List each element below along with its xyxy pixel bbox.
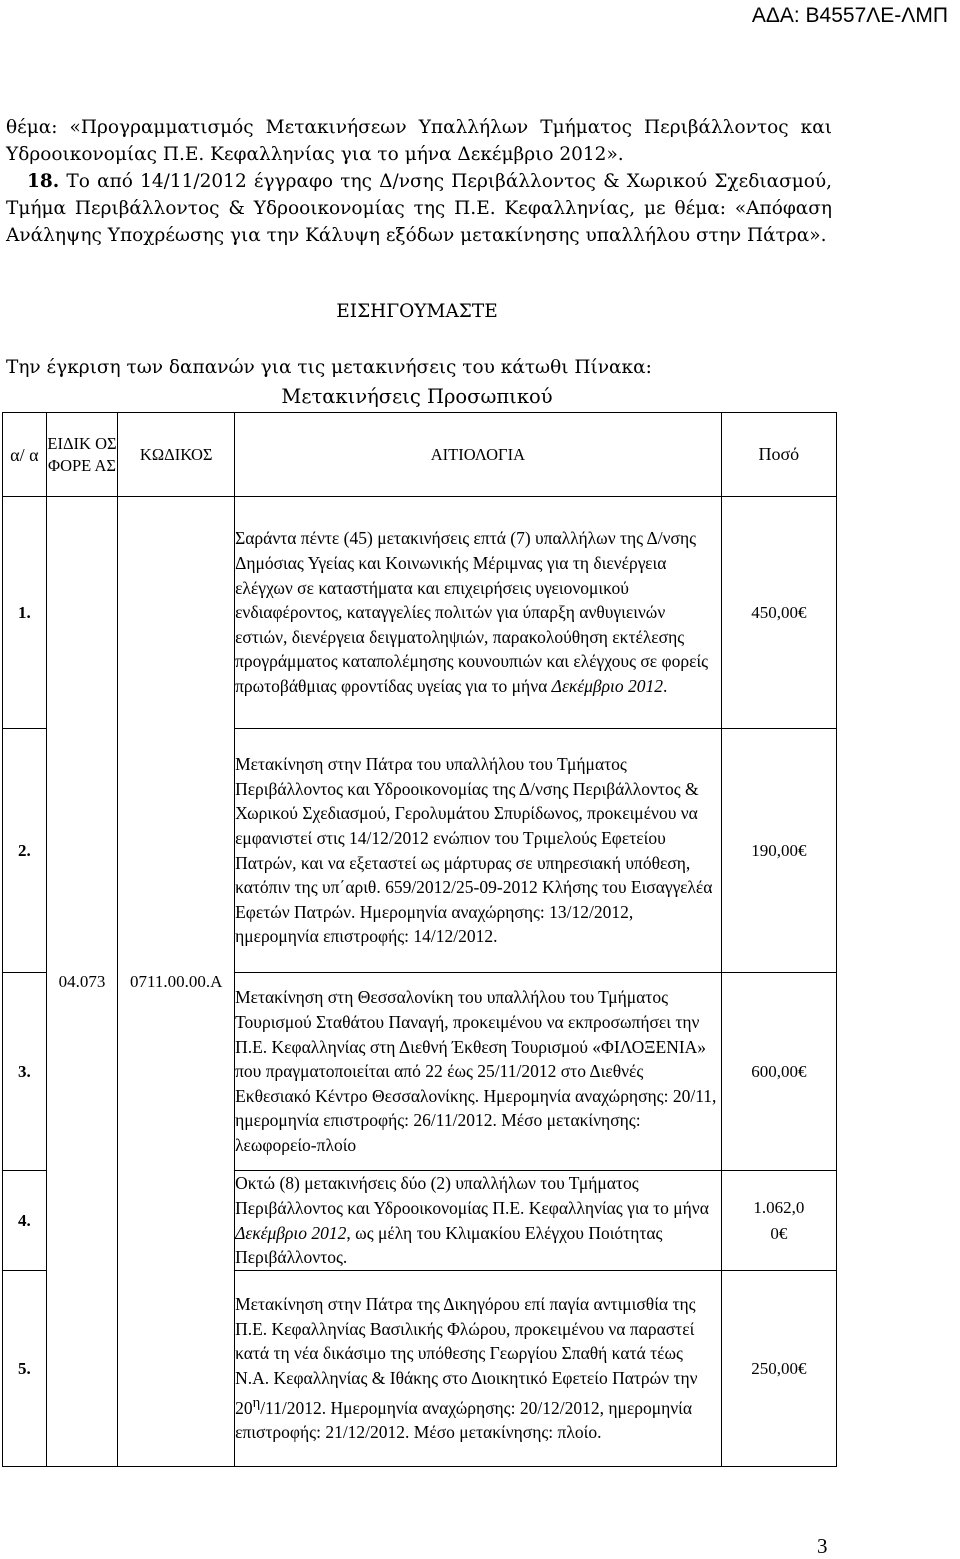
description-text: Σαράντα πέντε (45) μετακινήσεις επτά (7) υπαλλήλων της Δ/νσης Δημόσιας Υγείας και Κοινωνικής Μέριμνας για τη διενέργεια ελέγχων σε καταστήματα και επιχειρήσεις υγειονομικού ενδιαφέροντος, καταγγελίες πολιτών για ύπαρξη ανθυγιεινών εστιών, διενέργεια δειγματοληψιών, παρακολούθηση εκτέλεσης προγράμματος καταπολέμησης κουνουπιών και ελέγχους σε φορείς πρωτοβάθμιας φροντίδας υγείας για το μήνα (235, 528, 709, 696)
description-cell: Μετακίνηση στην Πάτρα του υπαλλήλου του Τμήματος Περιβάλλοντος και Υδροοικονομίας της Δ/νσης Περιβάλλοντος & Χωρικού Σχεδιασμού, Γερολυμάτου Σπυρίδωνος, προκειμένου να εμφανιστεί στις 14/12/2012 ενώπιον του Τριμελούς Εφετείου Πατρών, και να εξεταστεί ως μάρτυρας σε υπηρεσιακή υπόθεση, κατόπιν της υπ΄αριθ. 659/2012/25-09-2012 Κλήσης του Εισαγγελέα Εφετών Πατρών. Ημερομηνία αναχώρησης: 13/12/2012, ημερομηνία επιστροφής: 14/12/2012. (235, 729, 722, 973)
row-number: 4. (3, 1171, 47, 1271)
superscript: η (252, 1394, 261, 1411)
amount-line-1: 1.062,0 (753, 1197, 805, 1217)
header-eidikos-foreas: ΕΙΔΙΚ ΟΣ ΦΟΡΕ ΑΣ (46, 413, 118, 497)
amount-cell (721, 1171, 836, 1271)
header-aitiologia: ΑΙΤΙΟΛΟΓΙΑ (235, 413, 722, 497)
page-number: 3 (817, 1534, 828, 1558)
recommendation-heading: ΕΙΣΗΓΟΥΜΑΣΤΕ (336, 301, 498, 322)
description-cell (235, 1171, 722, 1271)
item-number: 18. (27, 171, 60, 192)
table-caption: Μετακινήσεις Προσωπικού (281, 385, 553, 408)
intro-item-18 (6, 168, 832, 249)
row-number: 3. (3, 973, 47, 1171)
row-number: 2. (3, 729, 47, 973)
description-text-end: . (663, 675, 668, 696)
amount-line-2: 0€ (770, 1223, 788, 1243)
description-text-end: /11/2012. Ημερομηνία αναχώρησης: 20/12/2012, ημερομηνία επιστροφής: 21/12/2012. Μέσο μετακίνησης: πλοίο. (235, 1397, 693, 1443)
description-cell: Μετακίνηση στη Θεσσαλονίκη του υπαλλήλου του Τμήματος Τουρισμού Σταθάτου Παναγή, προκειμένου να εκπροσωπήσει την Π.Ε. Κεφαλληνίας στη Διεθνή Έκθεση Τουρισμού «ΦΙΛΟΞΕΝΙΑ» που πραγματοποιείται από 22 έως 25/11/2012 στο Διεθνές Εκθεσιακό Κέντρο Θεσσαλονίκης. Ημερομηνία αναχώρησης: 20/11, ημερομηνία επιστροφής: 26/11/2012. Μέσο μετακίνησης: λεωφορείο-πλοίο (235, 973, 722, 1171)
intro-subject-line: θέμα: «Προγραμματισμός Μετακινήσεων Υπαλλήλων Τμήματος Περιβάλλοντος και Υδροοικονομίας Π.Ε. Κεφαλληνίας για το μήνα Δεκέμβριο 2012». (6, 117, 832, 165)
eidikos-foreas-cell: 04.073 (46, 497, 118, 1467)
row-number: 5. (3, 1271, 47, 1467)
ada-code: ΑΔΑ: Β4557ΛΕ-ΛΜΠ (751, 4, 948, 27)
table-row (3, 497, 837, 729)
amount-cell: 190,00€ (721, 729, 836, 973)
description-italic: Δεκέμβριο 2012 (551, 675, 664, 696)
description-cell (235, 497, 722, 729)
description-cell (235, 1271, 722, 1467)
travel-table (2, 412, 837, 1467)
header-kodikos: ΚΩΔΙΚΟΣ (118, 413, 235, 497)
kodikos-cell: 0711.00.00.Α (118, 497, 235, 1467)
description-text-end: , ως μέλη του Κλιμακίου Ελέγχου Ποιότητας Περιβάλλοντος. (235, 1222, 663, 1268)
amount-cell: 600,00€ (721, 973, 836, 1171)
header-poso: Ποσό (721, 413, 836, 497)
description-text: Οκτώ (8) μετακινήσεις δύο (2) υπαλλήλων του Τμήματος Περιβάλλοντος και Υδροοικονομίας Π.Ε. Κεφαλληνίας για το μήνα (235, 1173, 709, 1218)
amount-cell: 450,00€ (721, 497, 836, 729)
description-text: Μετακίνηση στην Πάτρα της Δικηγόρου επί παγία αντιμισθία της Π.Ε. Κεφαλληνίας Βασιλικής Φλώρου, προκειμένου να παραστεί κατά τη νέα δικάσιμο της υπόθεσης Γεωργίου Σπαθή κατά τέως Ν.Α. Κεφαλληνίας & Ιθάκης στο Διοικητικό Εφετείο Πατρών την 20 (235, 1294, 698, 1418)
item-text: Το από 14/11/2012 έγγραφο της Δ/νσης Περιβάλλοντος & Χωρικού Σχεδιασμού, Τμήμα Περιβάλλοντος & Υδροοικονομίας της Π.Ε. Κεφαλληνίας, με θέμα: «Απόφαση Ανάληψης Υποχρέωσης για την Κάλυψη εξόδων μετακίνησης υπαλλήλου στην Πάτρα». (6, 171, 832, 246)
description-italic: Δεκέμβριο 2012 (235, 1222, 347, 1243)
amount-cell: 250,00€ (721, 1271, 836, 1467)
row-number: 1. (3, 497, 47, 729)
approval-text: Την έγκριση των δαπανών για τις μετακινήσεις του κάτωθι Πίνακα: (6, 357, 652, 378)
intro-text (6, 114, 832, 249)
table-header-row (3, 413, 837, 497)
header-aa: α/ α (3, 413, 47, 497)
